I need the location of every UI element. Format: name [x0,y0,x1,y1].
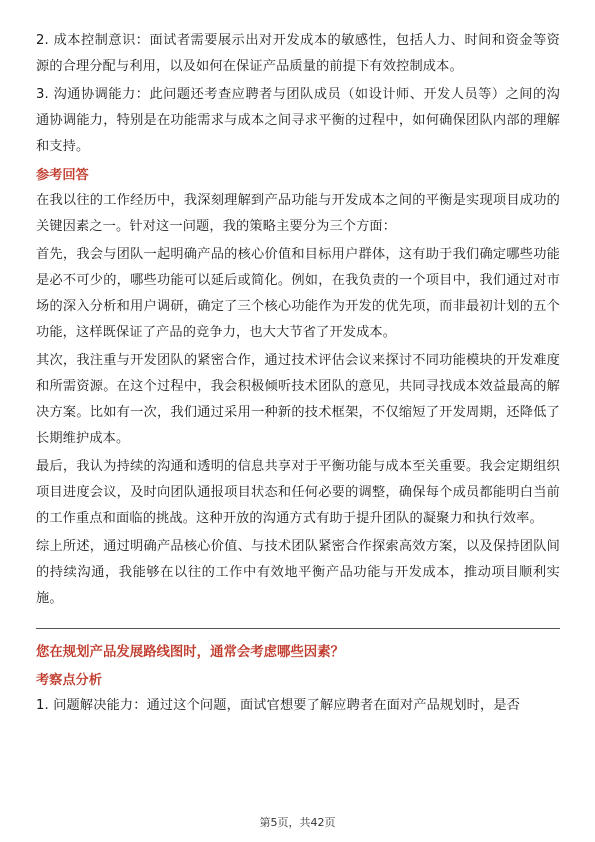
point-communication: 3. 沟通协调能力：此问题还考查应聘者与团队成员（如设计师、开发人员等）之间的沟通协调能力，特别是在功能需求与成本之间寻求平衡的过程中，如何确保团队内部的理解和支持。 [36,87,560,154]
answer-last: 最后，我认为持续的沟通和透明的信息共享对于平衡功能与成本至关重要。我会定期组织项目进度会议，及时向团队通报项目状态和任何必要的调整，确保每个成员都能明白当前的工作重点和面临的挑战。这种开放的沟通方式有助于提升团队的凝聚力和执行效率。 [36,459,560,526]
answer-second: 其次，我注重与开发团队的紧密合作，通过技术评估会议来探讨不同功能模块的开发难度和所需资源。在这个过程中，我会积极倾听技术团队的意见，共同寻找成本效益最高的解决方案。比如有一次，我们通过采用一种新的技术框架，不仅缩短了开发周期，还降低了长期维护成本。 [36,353,560,446]
section-divider [36,628,560,629]
document-page [36,28,560,721]
answer-first: 首先，我会与团队一起明确产品的核心价值和目标用户群体，这有助于我们确定哪些功能是必不可少的，哪些功能可以延后或简化。例如，在我负责的一个项目中，我们通过对市场的深入分析和用户调研，确定了三个核心功能作为开发的优先项，而非最初计划的五个功能，这样既保证了产品的竞争力，也大大节省了开发成本。 [36,247,560,340]
answer-heading: 参考回答 [36,168,89,183]
point-cost-control: 2. 成本控制意识：面试者需要展示出对开发成本的敏感性，包括人力、时间和资金等资源的合理分配与利用，以及如何在保证产品质量的前提下有效控制成本。 [36,33,560,74]
analysis-heading: 考察点分析 [36,673,102,688]
page-number: 第5页，共42页 [259,816,336,829]
question-title: 您在规划产品发展路线图时，通常会考虑哪些因素？ [36,645,344,660]
answer-summary: 综上所述，通过明确产品核心价值、与技术团队紧密合作探索高效方案，以及保持团队间的持续沟通，我能够在以往的工作中有效地平衡产品功能与开发成本，推动项目顺利实施。 [36,539,560,606]
answer-intro: 在我以往的工作经历中，我深刻理解到产品功能与开发成本之间的平衡是实现项目成功的关键因素之一。针对这一问题，我的策略主要分为三个方面： [36,193,560,234]
analysis-point-1: 1. 问题解决能力：通过这个问题，面试官想要了解应聘者在面对产品规划时，是否 [36,698,521,713]
